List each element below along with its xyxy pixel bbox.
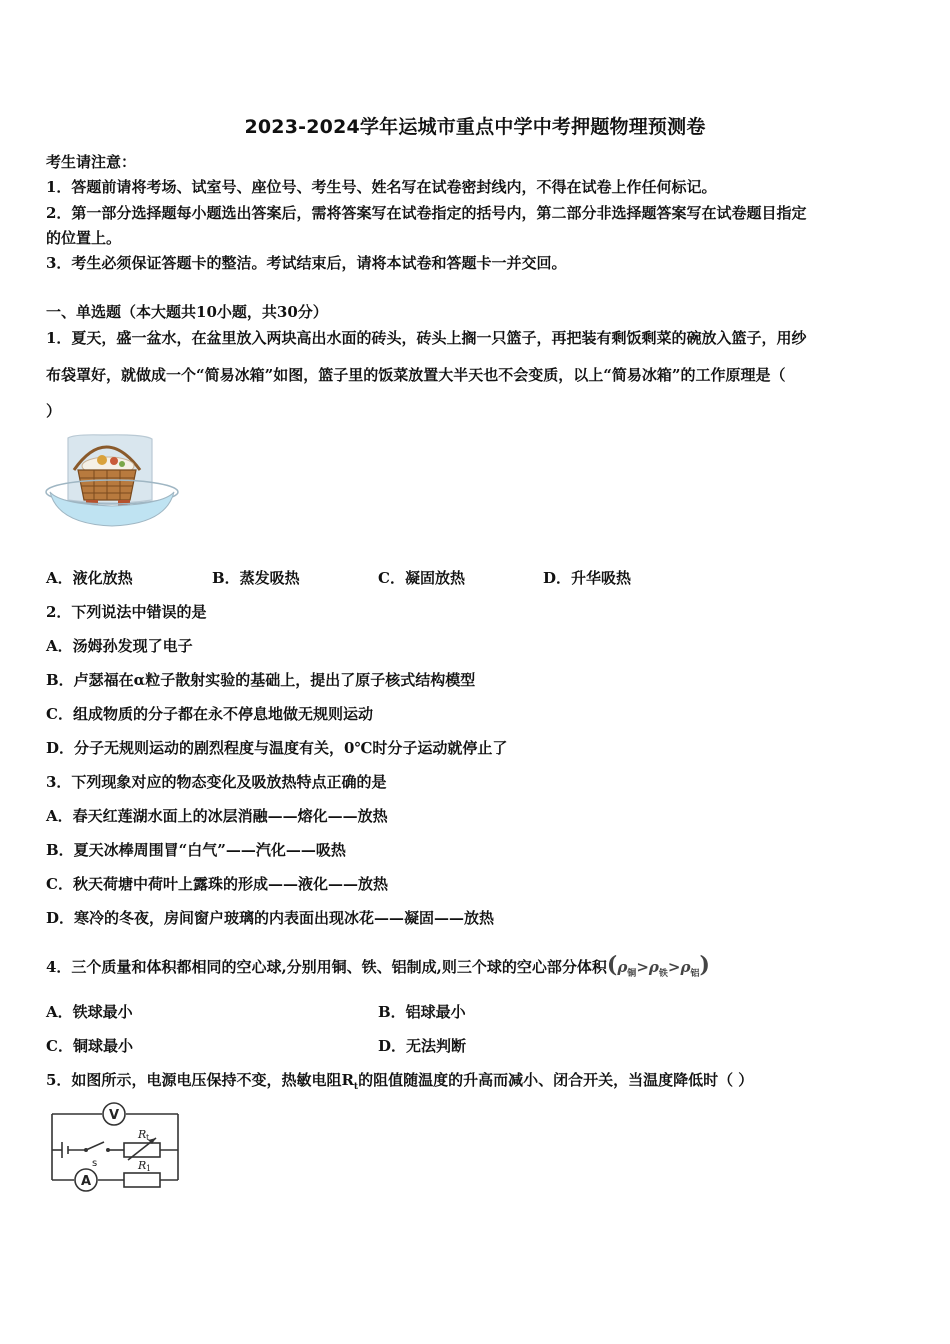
notice-item-2: 2．第一部分选择题每小题选出答案后，需将答案写在试卷指定的括号内，第二部分非选择题答案写在试卷题目指定 (46, 204, 807, 222)
q1-stem-line-2: 布袋罩好，就做成一个“简易冰箱”如图，篮子里的饭菜放置大半天也不会变质，以上“简易冰箱”的工作原理是（ (46, 366, 786, 384)
exam-title: 2023-2024学年运城市重点中学中考押题物理预测卷 (244, 116, 706, 138)
q1-stem-line-3: ） (46, 402, 62, 420)
q4-option-a: A．铁球最小 (46, 1003, 133, 1021)
q2-stem: 2．下列说法中错误的是 (46, 603, 207, 621)
circuit-diagram (44, 1098, 186, 1208)
q3-option-d: D．寒冷的冬夜，房间窗户玻璃的内表面出现冰花——凝固——放热 (46, 909, 495, 927)
q1-option-c: C．凝固放热 (378, 569, 465, 587)
rt-label: R (138, 1128, 147, 1141)
q3-option-c: C．秋天荷塘中荷叶上露珠的形成——液化——放热 (46, 875, 388, 893)
rt-sub-label: t (146, 1133, 150, 1142)
q4-option-d: D．无法判断 (378, 1037, 467, 1055)
q2-option-d: D．分子无规则运动的剧烈程度与温度有关，0℃时分子运动就停止了 (46, 739, 508, 757)
density-formula: $(\rho_铜>\rho_铁>\rho_铝)$ (606, 952, 710, 979)
q4-option-c: C．铜球最小 (46, 1037, 133, 1055)
q4-stem-text: 4．三个质量和体积都相同的空心球,分别用铜、铁、铝制成,则三个球的空心部分体积 (46, 958, 607, 976)
notice-item-3: 3．考生必须保证答题卡的整洁。考试结束后，请将本试卷和答题卡一并交回。 (46, 254, 567, 272)
q2-option-c: C．组成物质的分子都在永不停息地做无规则运动 (46, 705, 373, 723)
q1-stem-line-1: 1．夏天，盛一盆水，在盆里放入两块高出水面的砖头，砖头上搁一只篮子，再把装有剩饭剩菜的碗放入篮子，用纱 (46, 329, 807, 347)
q3-option-a: A．春天红莲湖水面上的冰层消融——熔化——放热 (46, 807, 388, 825)
notice-item-2-cont: 的位置上。 (46, 229, 122, 247)
r1-sub-label: 1 (146, 1164, 152, 1173)
r1-label: R (138, 1159, 147, 1172)
ammeter-label: A (80, 1174, 92, 1189)
q4-stem (46, 952, 710, 984)
simple-fridge-illustration (44, 430, 182, 532)
q1-option-a: A．液化放热 (46, 569, 133, 587)
q3-stem: 3．下列现象对应的物态变化及吸放热特点正确的是 (46, 773, 387, 791)
q4-option-b: B．铝球最小 (378, 1003, 466, 1021)
q2-option-a: A．汤姆孙发现了电子 (46, 637, 193, 655)
q1-option-b: B．蒸发吸热 (212, 569, 300, 587)
q3-option-b: B．夏天冰棒周围冒“白气”——汽化——吸热 (46, 841, 346, 859)
voltmeter-label: V (108, 1108, 120, 1123)
q1-option-d: D．升华吸热 (543, 569, 632, 587)
q2-option-b: B．卢瑟福在α粒子散射实验的基础上，提出了原子核式结构模型 (46, 671, 476, 689)
q5-stem: 5．如图所示，电源电压保持不变，热敏电阻$R_t$的阻值随温度的升高而减小、闭合开关，当温度降低时（ ） (46, 1071, 754, 1092)
switch-label: s (92, 1158, 98, 1169)
section-heading: 一、单选题（本大题共10小题，共30分） (46, 303, 328, 321)
notice-heading: 考生请注意： (46, 153, 137, 171)
notice-item-1: 1．答题前请将考场、试室号、座位号、考生号、姓名写在试卷密封线内，不得在试卷上作任何标记。 (46, 178, 717, 196)
